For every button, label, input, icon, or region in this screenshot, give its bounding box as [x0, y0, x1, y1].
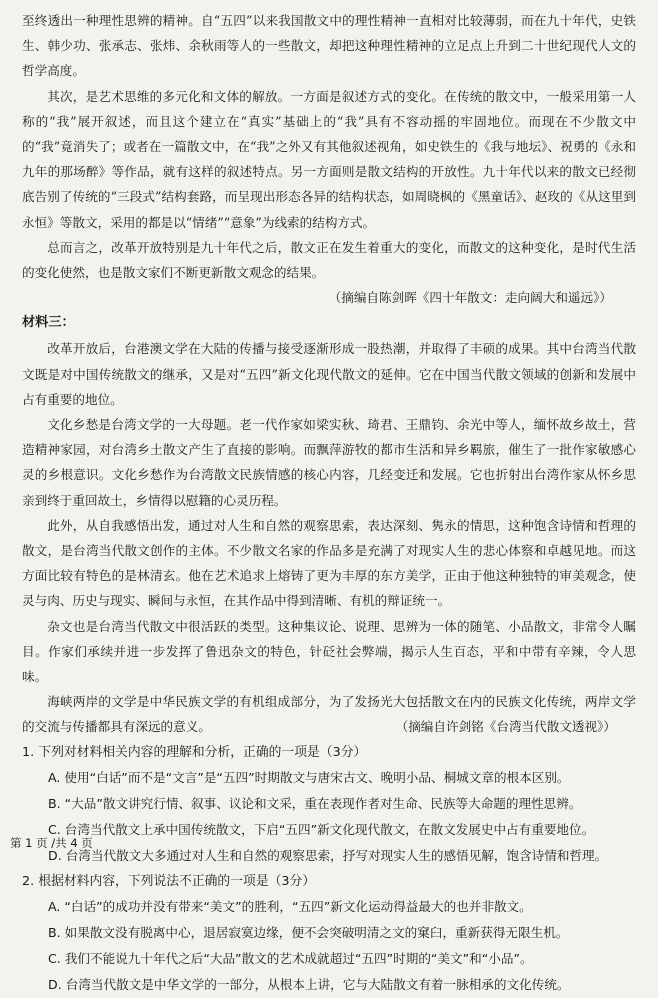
question-2-option-a: A. “白话”的成功并没有带来“美文”的胜利，“五四”新文化运动得益最大的也并非散文。 [48, 899, 532, 915]
question-2-option-d: D. 台湾当代散文是中华文学的一部分，从根本上讲，它与大陆散文有着一脉相承的文化传统。 [48, 976, 570, 992]
page-footer: 第 1 页 /共 4 页 [10, 836, 93, 850]
question-1-stem: 1. 下列对材料相关内容的理解和分析，正确的一项是（3分） [22, 744, 367, 760]
question-1 [22, 740, 636, 869]
question-1-option-d: D. 台湾当代散文大多通过对人生和自然的观察思索，抒写对现实人生的感悟见解，饱含诗情和哲理。 [48, 847, 608, 863]
material-3-paragraph-1: 改革开放后，台港澳文学在大陆的传播与接受逐渐形成一股热潮，并取得了丰硕的成果。其中台湾当代散文既是对中国传统散文的继承，又是对“五四”新文化现代散文的延伸。它在中国当代散文领域的创新和发展中占有重要的地位。 [22, 341, 636, 407]
intro-paragraph-2: 其次，是艺术思维的多元化和文体的解放。一方面是叙述方式的变化。在传统的散文中，一般采用第一人称的“我”展开叙述，而且这个建立在“真实”基础上的“我”具有不容动摇的牢固地位。而现在不少散文中的“我”竟消失了；或者在一篇散文中，在“我”之外又有其他叙述视角，如史铁生的《我与地坛》、祝勇的《永和九年的那场醉》等作品，就有这样的叙述特点。另一方面则是散文结构的开放性。九十年代以来的散文已经彻底告别了传统的“三段式”结构套路，而呈现出形态各异的结构状态，如周晓枫的《黑童话》、赵玫的《从这里到永恒》等散文，采用的都是以“情绪”“意象”为线索的结构方式。 [22, 88, 636, 230]
question-2-stem: 2. 根据材料内容，下列说法不正确的一项是（3分） [22, 873, 316, 889]
question-2-option-c: C. 我们不能说九十年代之后“大品”散文的艺术成就超过“五四”时期的“美文”和“小品”。 [48, 951, 533, 967]
material-3-paragraph-3: 此外，从自我感悟出发，通过对人生和自然的观察思索，表达深刻、隽永的情思，这种饱含诗情和哲理的散文，是台湾当代散文创作的主体。不少散文名家的作品多是充满了对现实人生的悲心体察和卓越见地。而这方面比较有特色的是林清玄。他在艺术追求上熔铸了更为丰厚的东方美学，正由于他这种独特的审美观念，使灵与肉、历史与现实、瞬间与永恒，在其作品中得到清晰、有机的辩证统一。 [22, 517, 636, 609]
question-2-option-b: B. 如果散文没有脱离中心，退居寂寞边缘，便不会突破明清之文的窠臼，重新获得无限生机。 [48, 925, 569, 941]
question-1-option-b: B. “大品”散文讲究行情、叙事、议论和文采，重在表现作者对生命、民族等大命题的理性思辨。 [48, 796, 582, 812]
intro-paragraph-3: 总而言之，改革开放特别是九十年代之后，散文正在发生着重大的变化，而散文的这种变化，是时代生活的变化使然，也是散文家们不断更新散文观念的结果。 [22, 239, 636, 281]
material-3-paragraph-2: 文化乡愁是台湾文学的一大母题。老一代作家如梁实秋、琦君、王鼎钧、余光中等人，缅怀故乡故土，营造精神家园，对台湾乡土散文产生了直接的影响。而飘萍游牧的都市生活和异乡羁旅，催生了一批作家敏感心灵的乡根意识。文化乡愁作为台湾散文民族情感的核心内容，几经变迁和发展。它也折射出台湾作家从怀乡思亲到终于重回故土，乡情得以慰籍的心灵历程。 [22, 417, 636, 508]
question-1-option-c: C. 台湾当代散文上承中国传统散文，下启“五四”新文化现代散文，在散文发展史中占有重要地位。 [48, 822, 595, 838]
intro-paragraph-1: 至终透出一种理性思辨的精神。自“五四”以来我国散文中的理性精神一直相对比较薄弱，而在九十年代，史铁生、韩少功、张承志、张炜、余秋雨等人的一些散文，却把这种理性精神的立足点上升到二十世纪现代人文的哲学高度。 [22, 13, 636, 79]
question-2 [22, 869, 636, 998]
source-citation-2: （摘编自许剑铭《台湾当代散文透视》） [395, 719, 616, 735]
source-citation-1: （摘编自陈剑晖《四十年散文：走向阔大和遥远》） [328, 290, 612, 306]
material-3-heading: 材料三： [22, 315, 75, 331]
material-3-paragraph-4: 杂文也是台湾当代散文中很活跃的类型。这种集议论、说理、思辨为一体的随笔、小品散文，非常令人瞩目。作家们承续并进一步发挥了鲁迅杂文的特色，针砭社会弊端，揭示人生百态，平和中带有辛辣，令人思味。 [22, 618, 636, 685]
material-3-paragraph-5-text: 海峡两岸的文学是中华民族文学的有机组成部分，为了发扬光大包括散文在内的民族文化传统，两岸文学的交流与传播都具有深远的意义。 [22, 694, 636, 735]
question-1-option-a: A. 使用“白话”而不是“文言”是“五四”时期散文与唐宋古文、晚明小品、桐城文章的根本区别。 [48, 770, 570, 786]
material-3-paragraph-5 [22, 689, 636, 739]
